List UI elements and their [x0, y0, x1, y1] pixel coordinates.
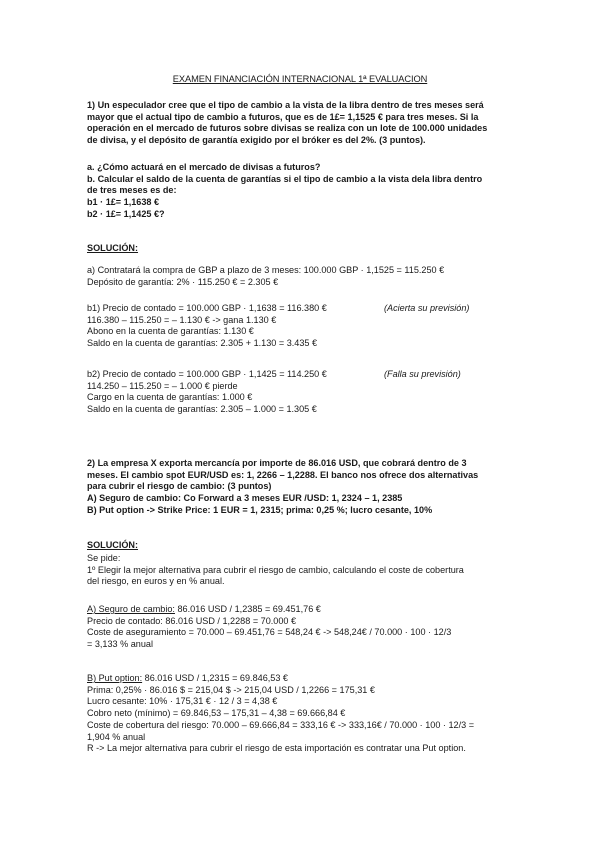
page-title: EXAMEN FINANCIACIÓN INTERNACIONAL 1ª EVALUACION: [172, 74, 428, 84]
alternative-a-value: 86.016 USD / 1,2385 = 69.451,76 €: [174, 604, 321, 614]
solution-line: [87, 673, 527, 685]
q2-line: meses. El cambio spot EUR/USD es: 1, 2266 – 1,2288. El banco nos ofrece dos alternativas: [87, 469, 479, 480]
solution-line: Saldo en la cuenta de garantías: 2.305 + 1.130 = 3.435 €: [87, 338, 318, 349]
q1-line: mayor que el actual tipo de cambio a futuros, que es de 1£= 1,1525 € para tres meses. Si la: [87, 111, 479, 122]
solution-line: Abono en la cuenta de garantías: 1.130 €: [87, 326, 254, 337]
q2-line: 2) La empresa X exporta mercancía por importe de 86.016 USD, que cobrará dentro de 3: [87, 458, 467, 468]
q2-line: para cubrir el riesgo de cambio: (3 puntos): [87, 481, 272, 492]
q1-line: 1) Un especulador cree que el tipo de cambio a la vista de la libra dentro de tres meses será: [87, 100, 484, 110]
solution-line: Saldo en la cuenta de garantías: 2.305 – 1.000 = 1.305 €: [87, 404, 317, 415]
q2-alternative-a: [87, 604, 527, 651]
alternative-b-label: B) Put option:: [87, 673, 143, 683]
solution-line: Prima: 0,25% · 86.016 $ = 215,04 $ -> 215,04 USD / 1,2266 = 175,31 €: [87, 684, 375, 695]
solution-row: [87, 369, 527, 381]
solution-line: a) Contratará la compra de GBP a plazo de 3 meses: 100.000 GBP · 1,1525 = 115.250 €: [87, 265, 445, 275]
alternative-a-label: A) Seguro de cambio:: [87, 604, 175, 614]
q2-line: B) Put option -> Strike Price: 1 EUR = 1, 2315; prima: 0,25 %; lucro cesante, 10%: [87, 504, 433, 515]
solution-line: 114.250 – 115.250 = – 1.000 € pierde: [87, 380, 238, 391]
intro-line: del riesgo, en euros y en % anual.: [87, 576, 225, 587]
q1-question-b-cont: de tres meses es de:: [87, 185, 177, 196]
q1-solution-b1: [87, 303, 527, 350]
prediction-note: (Acierta su previsión): [384, 303, 470, 313]
q1-question-b2: b2 · 1£= 1,1425 €?: [87, 208, 165, 219]
solution-line: 1,904 % anual: [87, 731, 146, 742]
q1-question-b1: b1 · 1£= 1,1638 €: [87, 197, 160, 208]
q1-line: operación en el mercado de futuros sobre divisas se realiza con un lote de 100.000 unidades: [87, 123, 488, 134]
solution-line: Coste de aseguramiento = 70.000 – 69.451,76 = 548,24 € -> 548,24€ / 70.000 · 100 · 12/3: [87, 627, 452, 638]
solution-line: Cobro neto (mínimo) = 69.846,53 – 175,31 – 4,38 = 69.666,84 €: [87, 708, 346, 719]
solution-line: [87, 604, 527, 616]
conclusion-line: R -> La mejor alternativa para cubrir el riesgo de esta importación es contratar una Put option.: [87, 743, 466, 754]
solution-line: 116.380 – 115.250 = – 1.130 € -> gana 1.130 €: [87, 314, 277, 325]
q1-question-a: a. ¿Cómo actuará en el mercado de divisas a futuros?: [87, 162, 321, 172]
solution-line: Cargo en la cuenta de garantías: 1.000 €: [87, 392, 253, 403]
q1-questions: [87, 162, 527, 221]
q2-statement: [87, 458, 527, 517]
solution-line: = 3,133 % anual: [87, 639, 153, 650]
solution-line: Coste de cobertura del riesgo: 70.000 – 69.666,84 = 333,16 € -> 333,16€ / 70.000 · 100 · 12/3 =: [87, 719, 475, 730]
solution-line: Lucro cesante: 10% · 175,31 € · 12 / 3 = 4,38 €: [87, 696, 278, 707]
q1-statement: [87, 100, 527, 147]
solution-line: Precio de contado: 86.016 USD / 1,2288 = 70.000 €: [87, 615, 297, 626]
q2-solution-label: SOLUCIÓN:: [87, 540, 139, 550]
solution-line: Depósito de garantía: 2% · 115.250 € = 2.305 €: [87, 276, 279, 287]
q1-solution-label: SOLUCIÓN:: [87, 243, 139, 253]
prediction-note: (Falla su previsión): [384, 369, 461, 379]
solution-row: [87, 303, 527, 315]
q1-solution-a: [87, 265, 527, 288]
q1-line: de divisa, y el depósito de garantía exigido por el bróker es del 2%. (3 puntos).: [87, 135, 426, 146]
q2-intro: [87, 553, 527, 588]
intro-line: 1º Elegir la mejor alternativa para cubrir el riesgo de cambio, calculando el coste de cobertura: [87, 564, 464, 575]
intro-line: Se pide:: [87, 553, 121, 563]
solution-line: b1) Precio de contado = 100.000 GBP · 1,1638 = 116.380 €: [87, 303, 327, 313]
q1-solution-b2: [87, 369, 527, 416]
q2-line: A) Seguro de cambio: Co Forward a 3 meses EUR /USD: 1, 2324 – 1, 2385: [87, 493, 403, 504]
q2-alternative-b: [87, 673, 527, 755]
solution-line: b2) Precio de contado = 100.000 GBP · 1,1425 = 114.250 €: [87, 369, 327, 379]
alternative-b-value: 86.016 USD / 1,2315 = 69.846,53 €: [142, 673, 288, 683]
q1-question-b: b. Calcular el saldo de la cuenta de garantías si el tipo de cambio a la vista dela libra dentro: [87, 173, 483, 184]
